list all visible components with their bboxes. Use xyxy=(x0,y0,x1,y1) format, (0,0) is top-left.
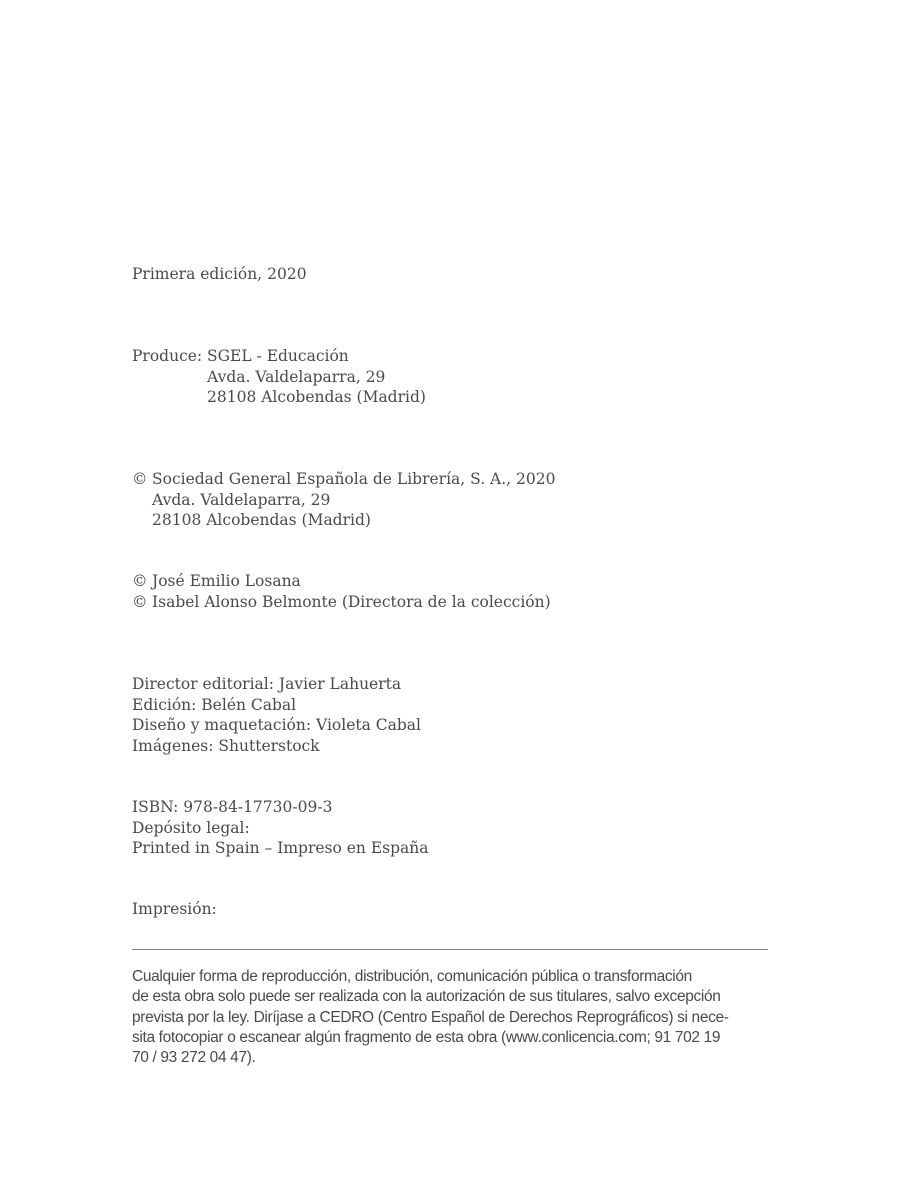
producer-label: Produce: xyxy=(132,347,203,365)
publisher-city: 28108 Alcobendas (Madrid) xyxy=(152,511,371,529)
printed-in: Printed in Spain – Impreso en España xyxy=(132,839,429,857)
copyright-icon: © xyxy=(132,572,148,590)
edition-text: Primera edición, 2020 xyxy=(132,265,307,283)
printing-block xyxy=(132,899,217,920)
credit-edition: Edición: Belén Cabal xyxy=(132,695,297,714)
publisher-copyright-block xyxy=(132,469,555,531)
isbn: ISBN: 978-84-17730-09-3 xyxy=(132,798,333,816)
legal-notice xyxy=(132,967,772,1068)
publication-info-block xyxy=(132,797,429,859)
legal-line: de esta obra solo puede ser realizada con la autorización de sus titulares, salvo excepción xyxy=(132,988,721,1006)
edition-statement xyxy=(132,264,307,285)
author-copyrights-block xyxy=(132,571,551,612)
producer-name: SGEL - Educación xyxy=(207,347,349,365)
copyright-icon: © xyxy=(132,470,148,488)
legal-line: 70 / 93 272 04 47). xyxy=(132,1049,256,1067)
legal-line: prevista por la ley. Diríjase a CEDRO (Centro Español de Derechos Reprográficos) si nece- xyxy=(132,1008,729,1026)
credit-images: Imágenes: Shutterstock xyxy=(132,736,320,755)
series-director-copyright: Isabel Alonso Belmonte (Directora de la colección) xyxy=(152,592,551,611)
producer-block xyxy=(132,346,426,408)
producer-city: 28108 Alcobendas (Madrid) xyxy=(207,388,426,406)
credits-block xyxy=(132,674,421,756)
printing-label: Impresión: xyxy=(132,900,217,918)
legal-line: sita fotocopiar o escanear algún fragmento de esta obra (www.conlicencia.com; 91 702 19 xyxy=(132,1028,721,1046)
legal-line: Cualquier forma de reproducción, distribución, comunicación pública o transformación xyxy=(132,968,692,985)
publisher-address: Avda. Valdelaparra, 29 xyxy=(152,490,331,509)
credit-editorial-director: Director editorial: Javier Lahuerta xyxy=(132,675,402,693)
legal-deposit: Depósito legal: xyxy=(132,818,250,837)
publisher-name: Sociedad General Española de Librería, S. A., 2020 xyxy=(152,470,556,488)
copyright-icon: © xyxy=(132,592,148,611)
credit-design: Diseño y maquetación: Violeta Cabal xyxy=(132,716,421,734)
producer-address: Avda. Valdelaparra, 29 xyxy=(207,367,386,386)
author-copyright: José Emilio Losana xyxy=(152,572,301,590)
divider xyxy=(132,949,768,950)
